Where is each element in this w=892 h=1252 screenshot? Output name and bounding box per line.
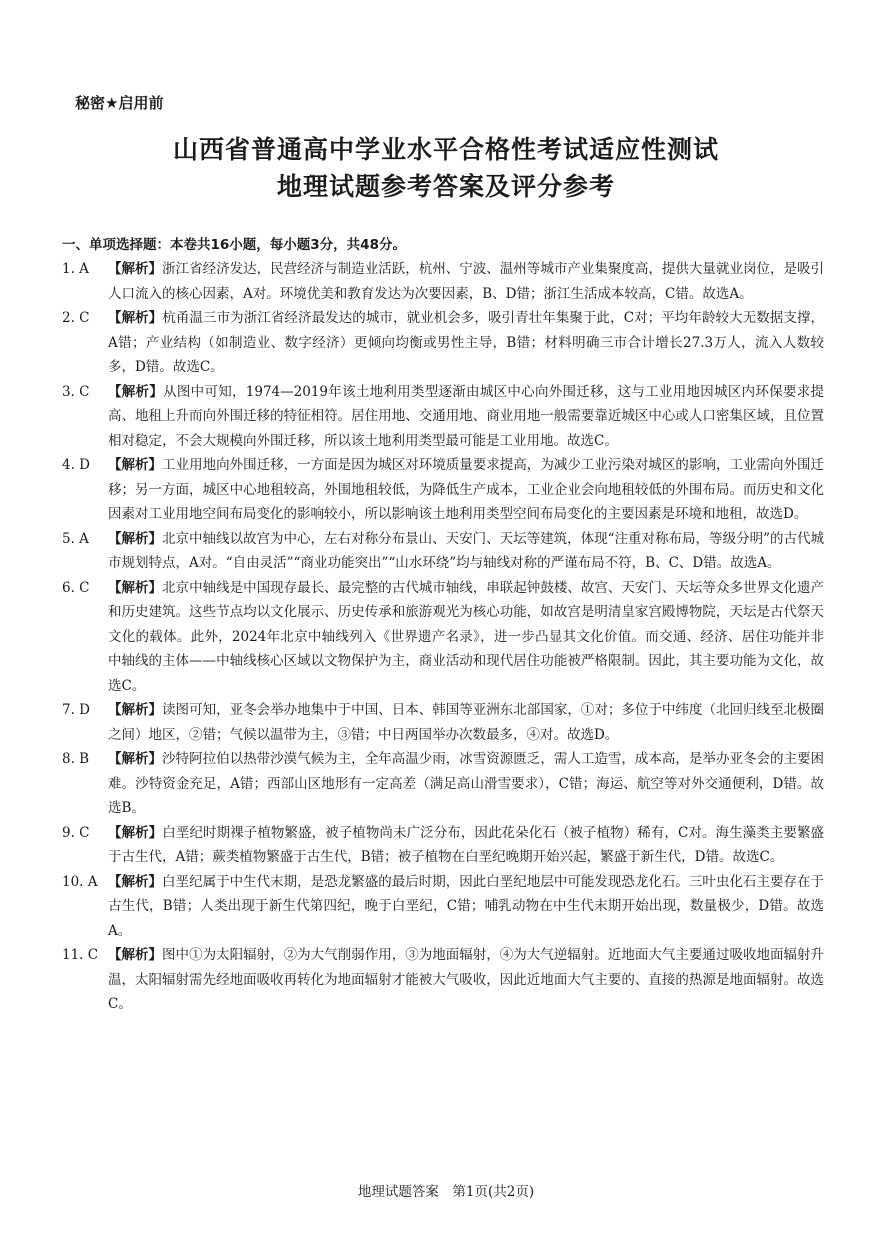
analysis-tag: 【解析】 — [108, 824, 163, 841]
answer-number: 6. C — [62, 579, 90, 596]
answer-item-2 — [62, 306, 824, 380]
answer-body — [108, 576, 824, 699]
analysis-tag: 【解析】 — [108, 579, 163, 596]
analysis-tag: 【解析】 — [108, 751, 163, 767]
analysis-tag: 【解析】 — [108, 310, 163, 326]
analysis-tag: 【解析】 — [108, 383, 164, 400]
answer-number: 2. C — [62, 310, 90, 326]
answer-number: 7. D — [62, 702, 90, 718]
document-title: 地理试题参考答案及评分参考 — [276, 172, 615, 201]
answer-item-6 — [62, 576, 824, 699]
answer-item-9 — [62, 821, 824, 870]
answer-text: 从图中可知，1974—2019年该土地利用类型逐渐由城区中心向外围迁移，这与工业用地因城区内环保要求提高、地租上升而向外围迁移的特征相符。居住用地、交通用地、商业用地一般需要靠近城区中心或人口密集区域，且位置相对稳定，不会大规模向外围迁移，所以该土地利用类型最可能是工业用地。故选C。 — [108, 383, 825, 449]
answer-body — [108, 747, 824, 821]
analysis-tag: 【解析】 — [108, 873, 163, 890]
answer-body — [108, 870, 824, 944]
analysis-tag: 【解析】 — [108, 530, 163, 547]
answer-text: 浙江省经济发达，民营经济与制造业活跃，杭州、宁波、温州等城市产业集聚度高，提供大量就业岗位，是吸引人口流入的核心因素，A对。环境优美和教育发达为次要因素，B、D错；浙江生活成本较高，C错。故选A。 — [108, 261, 825, 302]
analysis-tag: 【解析】 — [108, 947, 163, 963]
answer-text: 沙特阿拉伯以热带沙漠气候为主，全年高温少雨，冰雪资源匮乏，需人工造雪，成本高，是举办亚冬会的主要困难。沙特资金充足，A错；西部山区地形有一定高差（满足高山滑雪要求），C错；海运、航空等对外交通便利，D错。故选B。 — [108, 751, 825, 816]
answer-text: 杭甬温三市为浙江省经济最发达的城市，就业机会多，吸引青壮年集聚于此，C对；平均年龄较大无数据支撑，A错；产业结构（如制造业、数字经济）更倾向均衡或男性主导，B错；材料明确三市合计增长27.3万人，流入人数较多，D错。故选C。 — [108, 310, 825, 375]
answer-body — [108, 527, 824, 576]
answer-text: 北京中轴线是中国现存最长、最完整的古代城市轴线，串联起钟鼓楼、故宫、天安门、天坛等众多世界文化遗产和历史建筑。这些节点均以文化展示、历史传承和旅游观光为核心功能，如故宫是明清皇家宫殿博物院，天坛是古代祭天文化的载体。此外，2024年北京中轴线列入《世界遗产名录》，进一步凸显其文化价值。而交通、经济、居住功能并非中轴线的主体——中轴线核心区域以文物保护为主，商业活动和现代居住功能被严格限制。因此，其主要功能为文化，故选C。 — [108, 579, 825, 694]
analysis-tag: 【解析】 — [108, 702, 163, 718]
answer-number: 11. C — [62, 947, 99, 963]
section-heading: 一、单项选择题：本卷共16小题，每小题3分，共48分。 — [62, 237, 406, 253]
answer-number: 1. A — [62, 261, 89, 277]
answer-number: 4. D — [62, 457, 90, 473]
page-footer: 地理试题答案 第1页(共2页) — [357, 1184, 535, 1200]
answer-body — [108, 453, 824, 527]
answer-item-11 — [62, 943, 824, 1017]
confidential-label: 秘密★启用前 — [75, 94, 164, 112]
answer-item-10 — [62, 870, 824, 944]
answer-text: 北京中轴线以故宫为中心，左右对称分布景山、天安门、天坛等建筑，体现“注重对称布局，等级分明”的古代城市规划特点，A对。“自由灵活”“商业功能突出”“山水环绕”均与轴线对称的严谨布局不符，B、C、D错。故选A。 — [108, 530, 824, 571]
answer-number: 9. C — [62, 824, 90, 841]
answer-text: 白垩纪属于中生代末期，是恐龙繁盛的最后时期，因此白垩纪地层中可能发现恐龙化石。三叶虫化石主要存在于古生代，B错；人类出现于新生代第四纪，晚于白垩纪，C错；哺乳动物在中生代末期开始出现，数量极少，D错。故选A。 — [108, 873, 825, 939]
answer-text: 白垩纪时期裸子植物繁盛，被子植物尚未广泛分布，因此花朵化石（被子植物）稀有，C对。海生藻类主要繁盛于古生代，A错；蕨类植物繁盛于古生代，B错；被子植物在白垩纪晚期开始兴起，繁盛于新生代，D错。故选C。 — [108, 824, 825, 865]
answer-body — [108, 821, 824, 870]
answer-text: 工业用地向外围迁移，一方面是因为城区对环境质量要求提高，为减少工业污染对城区的影响，工业需向外围迁移；另一方面，城区中心地租较高，外围地租较低，为降低生产成本，工业企业会向地租较低的外围布局。而历史和文化因素对工业用地空间布局变化的影响较小，所以影响该土地利用类型空间布局变化的主要因素是环境和地租，故选D。 — [108, 457, 825, 522]
answer-item-3 — [62, 380, 824, 454]
answer-body — [108, 306, 824, 380]
answer-body — [108, 698, 824, 747]
answer-number: 5. A — [62, 530, 89, 547]
answer-item-4 — [62, 453, 824, 527]
answer-number: 3. C — [62, 383, 90, 400]
answer-text: 读图可知，亚冬会举办地集中于中国、日本、韩国等亚洲东北部国家，①对；多位于中纬度（北回归线至北极圈之间）地区，②错；气候以温带为主，③错；中日两国举办次数最多，④对。故选D。 — [108, 702, 825, 743]
exam-title: 山西省普通高中学业水平合格性考试适应性测试 — [172, 135, 719, 164]
answer-item-5 — [62, 527, 824, 576]
answer-body — [108, 257, 824, 306]
answer-text: 图中①为太阳辐射，②为大气削弱作用，③为地面辐射，④为大气逆辐射。近地面大气主要通过吸收地面辐射升温，太阳辐射需先经地面吸收再转化为地面辐射才能被大气吸收，因此近地面大气主要的、直接的热源是地面辐射。故选C。 — [108, 947, 825, 1012]
answer-number: 10. A — [62, 873, 98, 890]
answer-item-8 — [62, 747, 824, 821]
analysis-tag: 【解析】 — [108, 457, 163, 473]
analysis-tag: 【解析】 — [108, 261, 163, 277]
answer-item-7 — [62, 698, 824, 747]
answer-body — [108, 380, 824, 454]
answer-list — [62, 257, 824, 1017]
answer-number: 8. B — [62, 751, 90, 767]
answer-item-1 — [62, 257, 824, 306]
answer-body — [108, 943, 824, 1017]
